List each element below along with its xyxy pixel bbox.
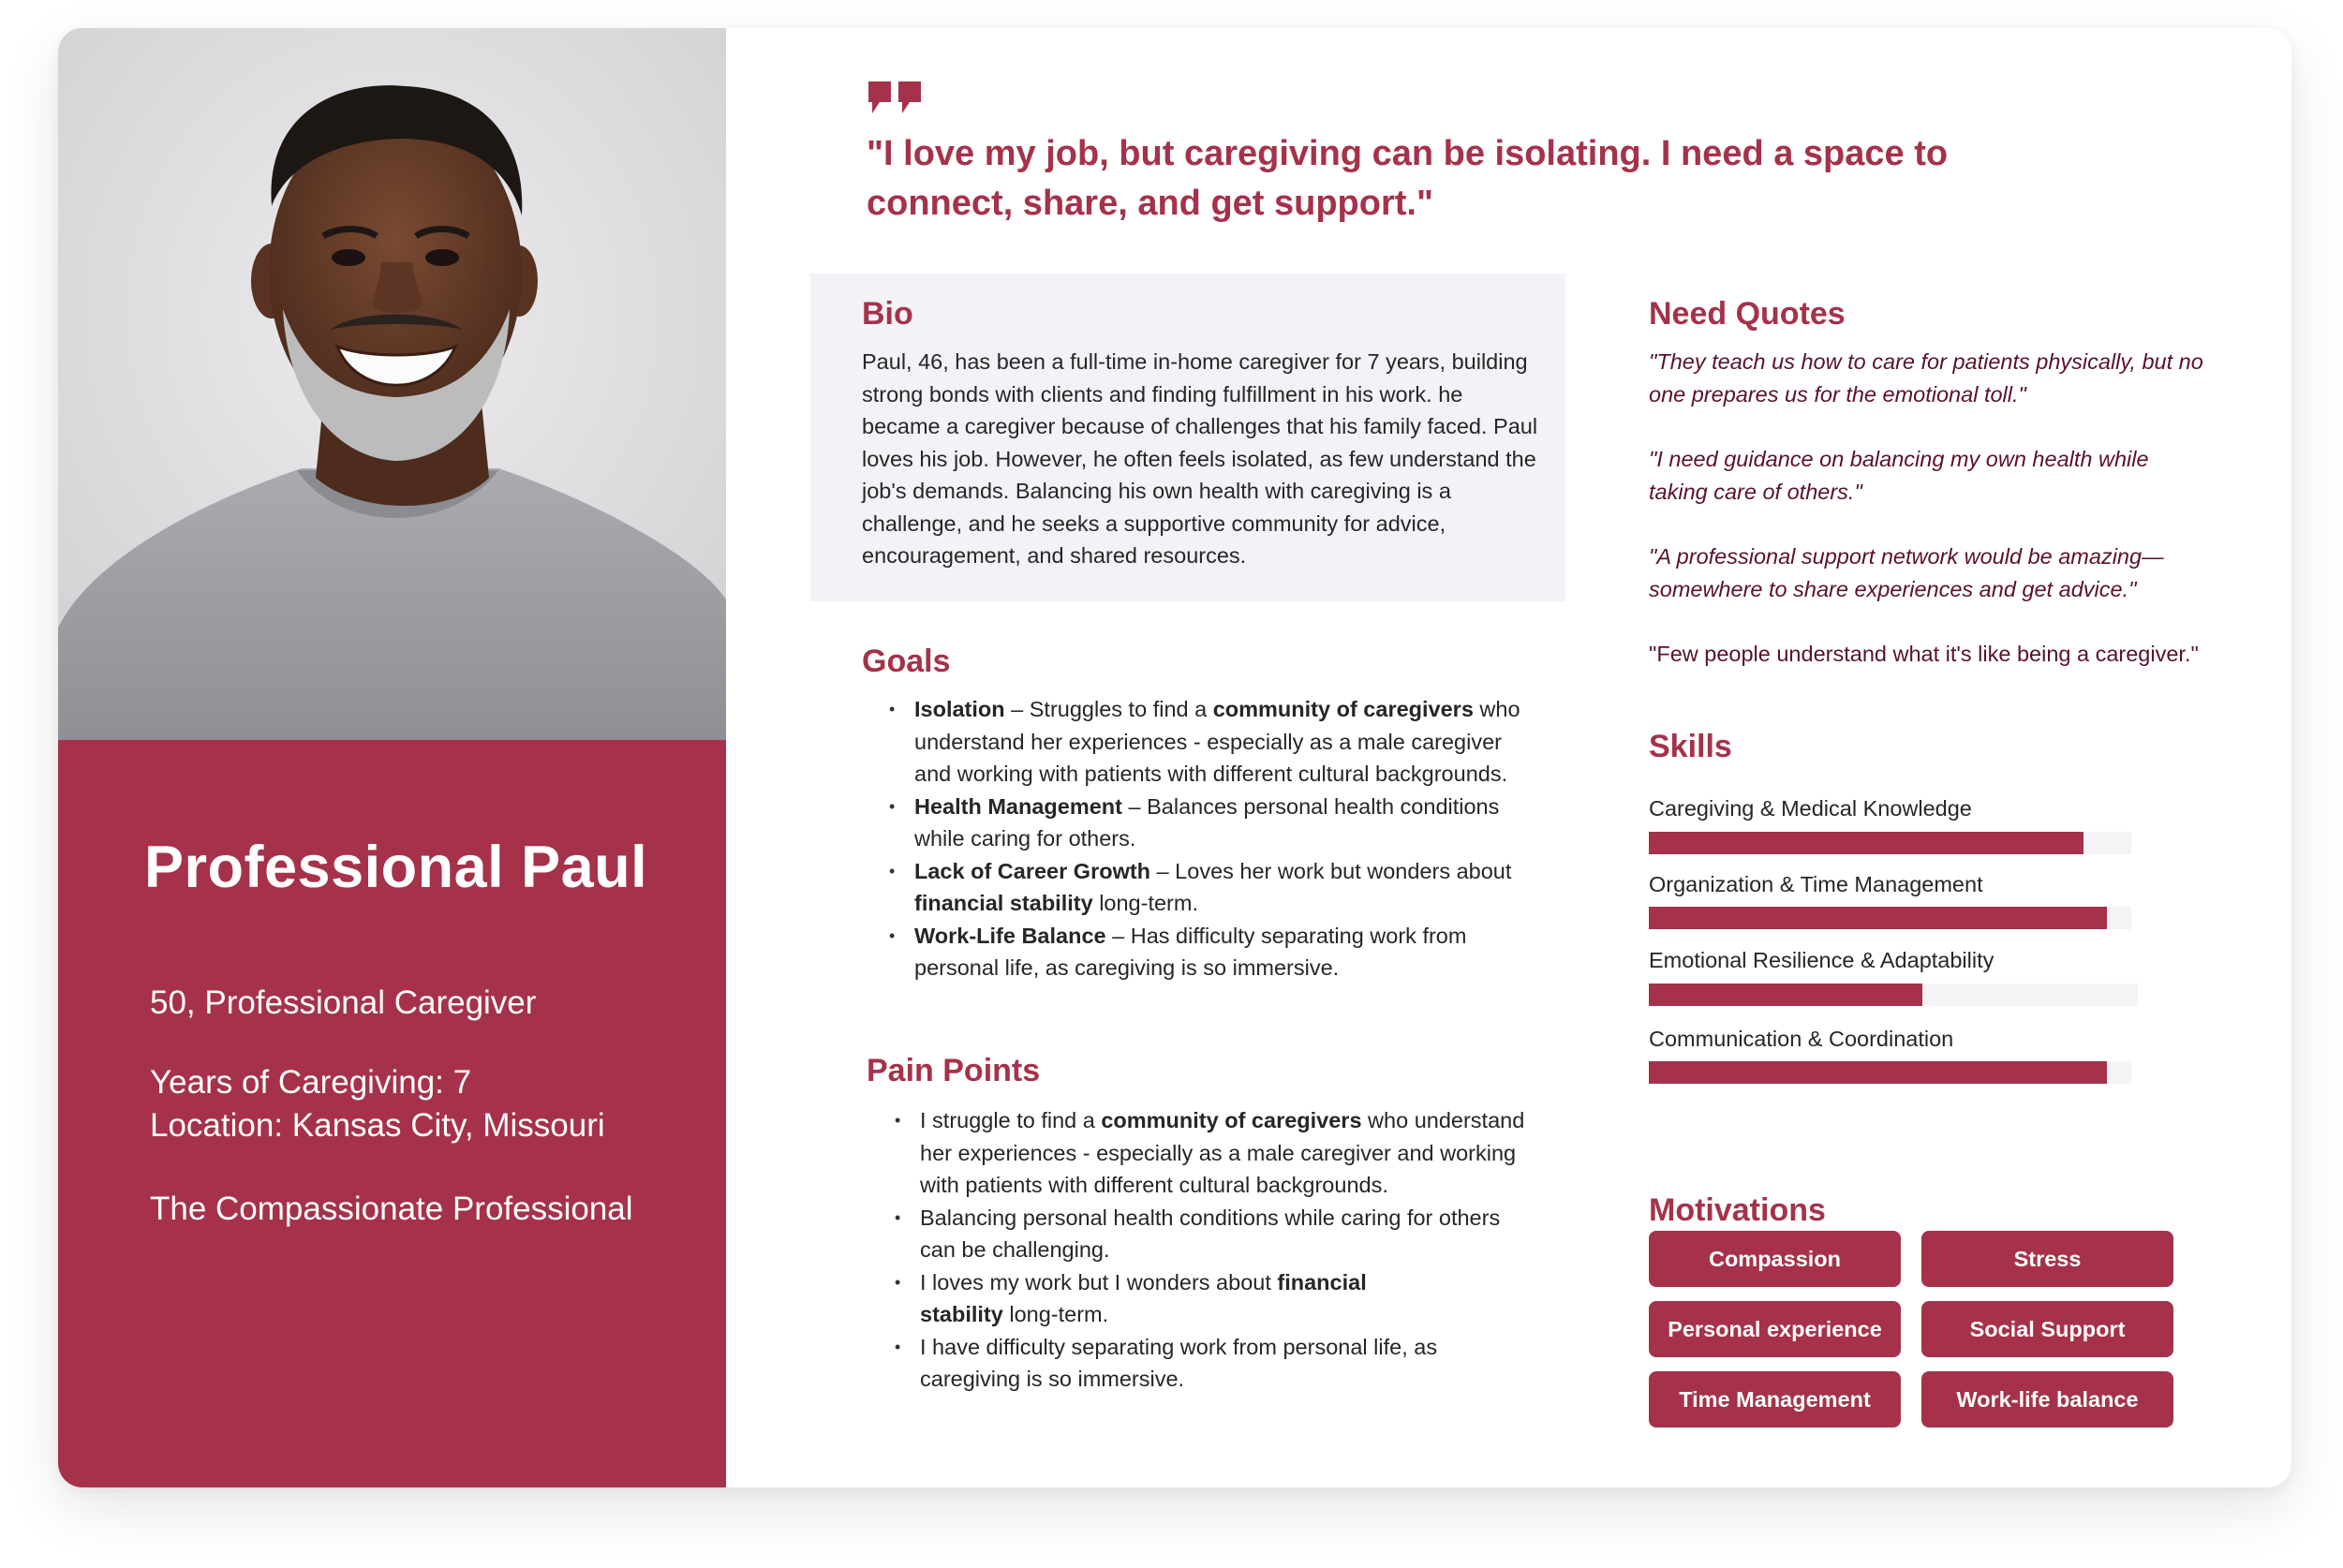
bio-heading: Bio	[862, 296, 913, 332]
need-quote: "They teach us how to care for patients physically, but no one prepares us for the emotional toll."	[1649, 349, 2203, 407]
skill-bar-fill	[1649, 832, 2083, 854]
goal-item: • Work-Life Balance – Has difficulty separating work from personal life, as caregiving is so immersive.	[887, 920, 1543, 984]
pain-point-item: • I have difficulty separating work from personal life, as caregiving is so immersive.	[893, 1331, 1539, 1396]
persona-location: Location: Kansas City, Missouri	[150, 1107, 605, 1144]
portrait-photo	[58, 28, 726, 740]
profile-column	[58, 28, 726, 1487]
motivation-tag-personal-experience: Personal experience	[1649, 1301, 1901, 1357]
persona-card	[58, 28, 2291, 1487]
skills-heading: Skills	[1649, 729, 1732, 764]
skill-bar	[1649, 984, 2138, 1006]
skill-label: Organization & Time Management	[1649, 872, 1983, 896]
content-column	[726, 28, 2291, 1487]
skill-bar-fill	[1649, 1061, 2107, 1084]
need-quote: "I need guidance on balancing my own health while taking care of others."	[1649, 447, 2149, 504]
persona-age-role: 50, Professional Caregiver	[150, 984, 537, 1021]
quote-icon	[867, 80, 925, 117]
skill-bar-fill	[1649, 984, 1922, 1006]
skill-bar	[1649, 832, 2131, 854]
goals-heading: Goals	[862, 643, 951, 679]
skill-label: Communication & Coordination	[1649, 1027, 1954, 1051]
motivation-tag-stress: Stress	[1921, 1231, 2173, 1287]
bio-text: Paul, 46, has been a full-time in-home caregiver for 7 years, building strong bonds with clients and finding fulfillment in his work. he became a caregiver because of challenges that his family faced. Paul loves his job. However, he often feels isolated, as few understand the job's demands. Balancing his own health with caregiving is a challenge, and he seeks a supportive community for advice, encouragement, and shared resources.	[862, 349, 1538, 568]
motivation-tag-social-support: Social Support	[1921, 1301, 2173, 1357]
persona-name: Professional Paul	[144, 835, 648, 900]
motivation-tag-compassion: Compassion	[1649, 1231, 1901, 1287]
pain-points-list	[893, 1104, 1539, 1396]
goals-list	[887, 693, 1543, 984]
portrait-image	[58, 28, 726, 740]
goal-item: • Lack of Career Growth – Loves her work but wonders about financial stability long-term.	[887, 855, 1543, 920]
need-quote: "Few people understand what it's like being a caregiver."	[1649, 642, 2199, 666]
persona-archetype: The Compassionate Professional	[150, 1191, 633, 1227]
motivation-tag-work-life-balance: Work-life balance	[1921, 1371, 2173, 1427]
need-quotes-heading: Need Quotes	[1649, 296, 1846, 332]
pain-point-item: • I loves my work but I wonders about financial stability long-term.	[893, 1266, 1539, 1331]
pain-points-heading: Pain Points	[867, 1053, 1041, 1088]
pain-point-item: • I struggle to find a community of caregivers who understand her experiences - especially as a male caregiver and working with patients with different cultural backgrounds.	[893, 1104, 1539, 1202]
skill-label: Caregiving & Medical Knowledge	[1649, 796, 1972, 821]
motivations-heading: Motivations	[1649, 1192, 1826, 1228]
goal-item: • Isolation – Struggles to find a community of caregivers who understand her experiences - especially as a male caregiver and working with patients with different cultural backgrounds.	[887, 693, 1543, 791]
motivation-tag-time-management: Time Management	[1649, 1371, 1901, 1427]
need-quote: "A professional support network would be amazing—somewhere to share experiences and get advice."	[1649, 544, 2164, 601]
skill-bar	[1649, 1061, 2131, 1084]
goal-item: • Health Management – Balances personal health conditions while caring for others.	[887, 791, 1543, 855]
persona-years: Years of Caregiving: 7	[150, 1064, 472, 1101]
skill-label: Emotional Resilience & Adaptability	[1649, 948, 1995, 972]
profile-panel	[58, 740, 726, 1487]
skill-bar	[1649, 907, 2131, 929]
pain-point-item: • Balancing personal health conditions while caring for others can be challenging.	[893, 1202, 1539, 1266]
hero-quote: "I love my job, but caregiving can be isolating. I need a space to connect, share, and get support."	[867, 134, 1949, 223]
skill-bar-fill	[1649, 907, 2107, 929]
